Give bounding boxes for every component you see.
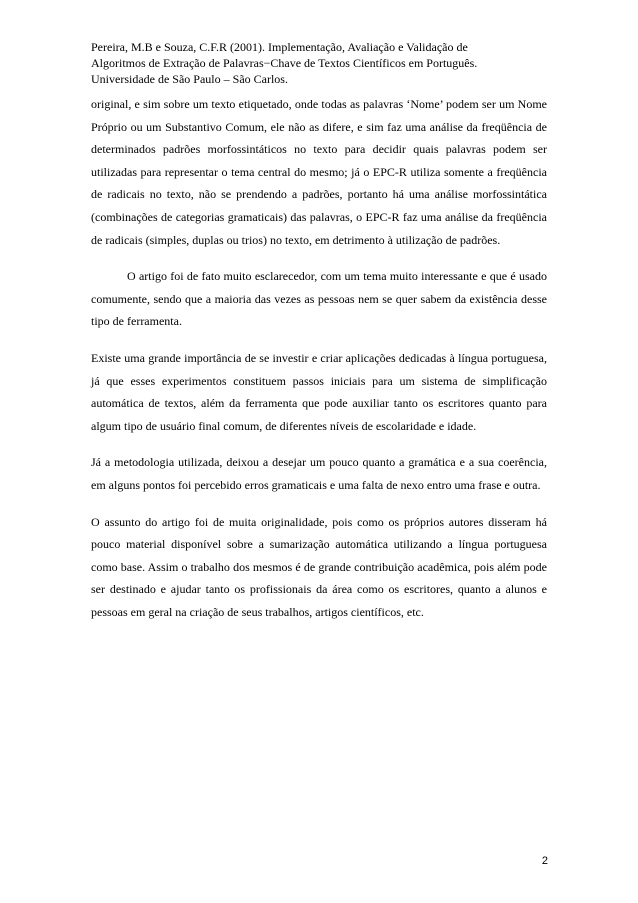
citation-line-3: Universidade de São Paulo – São Carlos. (91, 72, 288, 86)
body-text (91, 93, 547, 637)
paragraph-originality: O assunto do artigo foi de muita originalidade, pois como os próprios autores disseram há pouco material disponível sobre a sumarização automática utilizando a língua portuguesa como base. Assim o trabalho dos mesmos é de grande contribuição acadêmica, pois além pode ser destinado e ajudar tanto os profissionais da área como os escritores, quanto a alunos e pessoas em geral na criação de seus trabalhos, artigos científicos, etc. (91, 514, 547, 619)
citation-line-2: Algoritmos de Extração de Palavras−Chave de Textos Científicos em Português. (91, 56, 478, 70)
paragraph-importance: Existe uma grande importância de se investir e criar aplicações dedicadas à língua portuguesa, já que esses experimentos constituem passos iniciais para um sistema de simplificação automática de textos, além da ferramenta que pode auxiliar tanto os escritores quanto para algum tipo de usuário final comum, de diferentes níveis de escolaridade e idade. (91, 350, 547, 433)
citation-line-1: Pereira, M.B e Souza, C.F.R (2001). Implementação, Avaliação e Validação de (91, 40, 468, 54)
citation-header (91, 39, 561, 87)
page-number: 2 (541, 855, 548, 867)
paragraph-methodology: Já a metodologia utilizada, deixou a desejar um pouco quanto a gramática e a sua coerência, em alguns pontos foi percebido erros gramaticais e uma falta de nexo entro uma frase e outra. (91, 455, 547, 492)
paragraph-continuation: original, e sim sobre um texto etiquetado, onde todas as palavras ‘Nome’ podem ser um Nome Próprio ou um Substantivo Comum, ele não as difere, e sim faz uma análise da freqüência de determinados padrões morfossintáticos no texto para decidir quais palavras podem ser utilizadas para representar o tema central do mesmo; já o EPC-R utiliza somente a freqüência de radicais no texto, não se prendendo a padrões, portanto há uma análise morfossintática (combinações de categorias gramaticais) das palavras, o EPC-R faz uma análise da freqüência de radicais (simples, duplas ou trios) no texto, em detrimento à utilização de padrões. (91, 97, 547, 247)
paragraph-evaluation: O artigo foi de fato muito esclarecedor, com um tema muito interessante e que é usado comumente, sendo que a maioria das vezes as pessoas nem se quer sabem da existência desse tipo de ferramenta. (91, 269, 547, 329)
